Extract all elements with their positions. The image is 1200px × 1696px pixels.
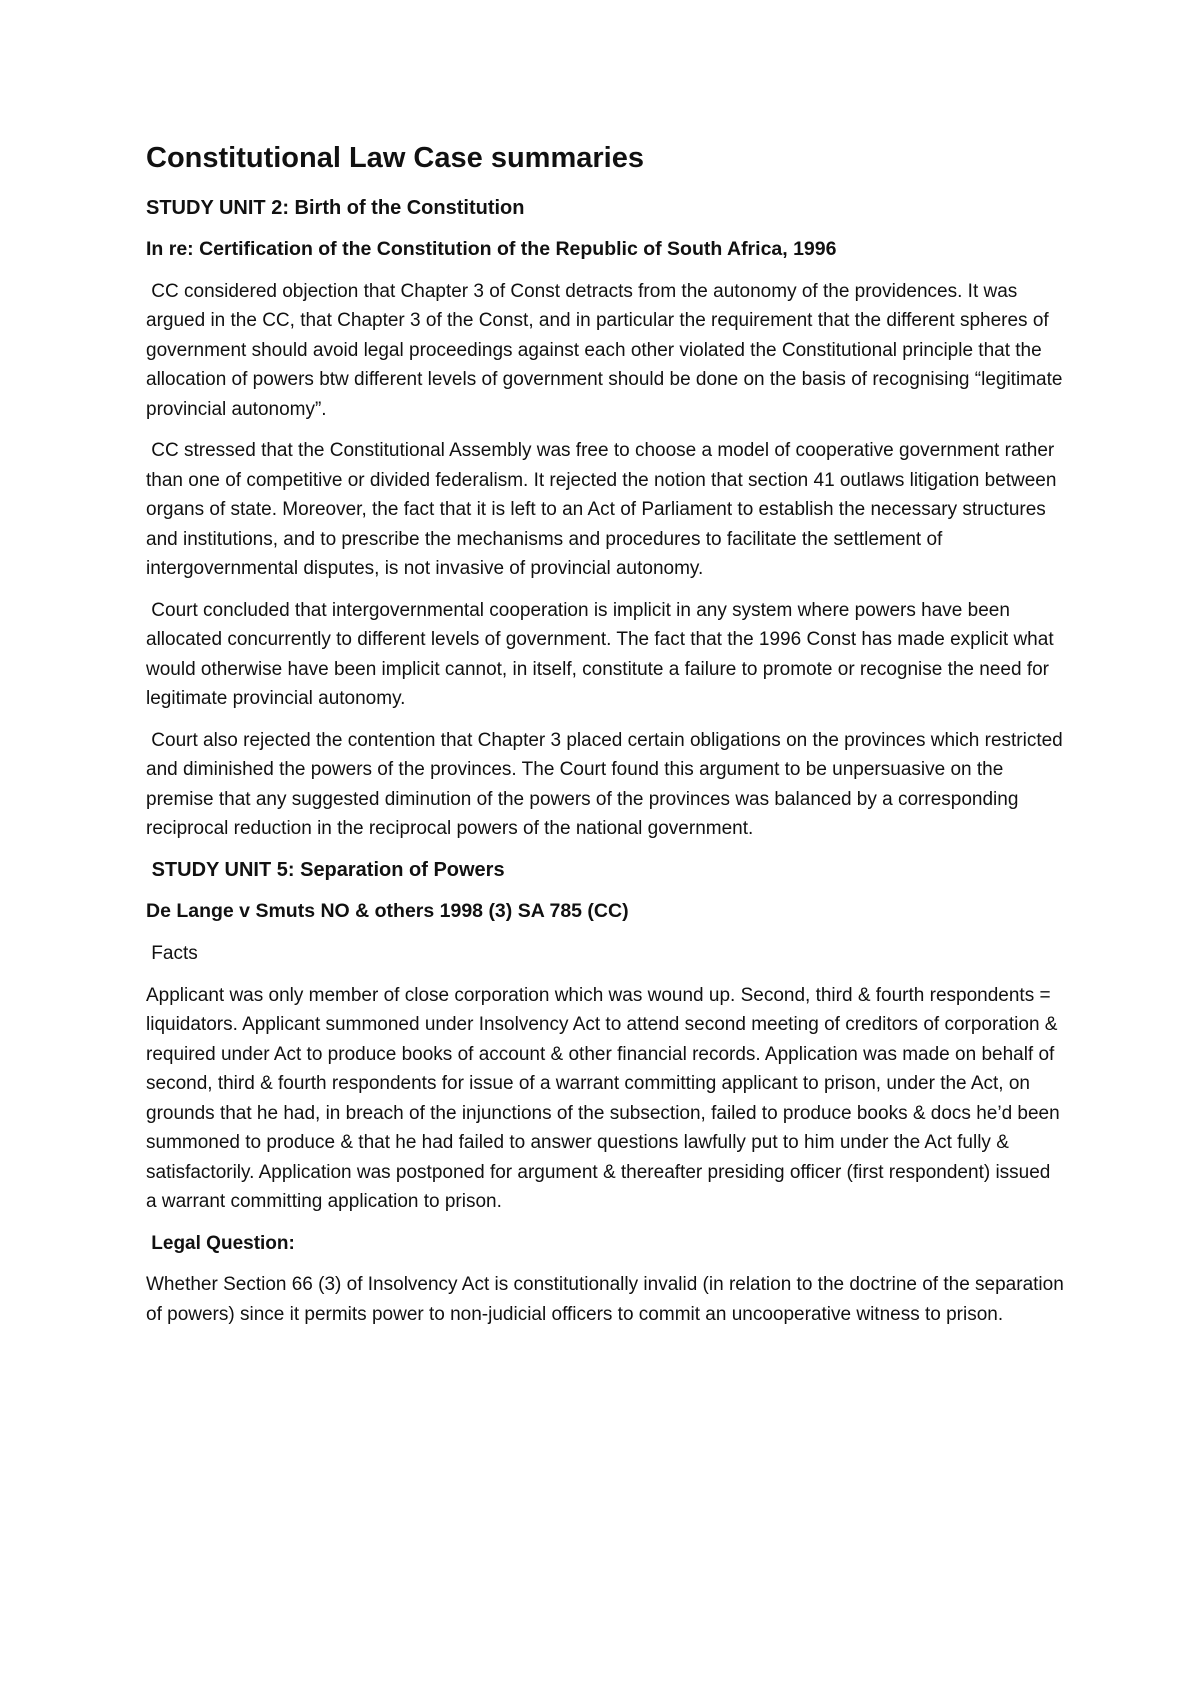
paragraph-2: CC stressed that the Constitutional Assembly was free to choose a model of cooperative government rather than one of competitive or divided federalism. It rejected the notion that section 41 outlaws litigation between organs of state. Moreover, the fact that it is left to an Act of Parliament to establish the necessary structures and institutions, and to prescribe the mechanisms and procedures to facilitate the settlement of intergovernmental disputes, is not invasive of provincial autonomy.	[146, 440, 1062, 580]
paragraph-1: CC considered objection that Chapter 3 of Const detracts from the autonomy of the providences. It was argued in the CC, that Chapter 3 of the Const, and in particular the requirement that the different spheres of government should avoid legal proceedings against each other violated the Constitutional principle that the allocation of powers btw different levels of government should be done on the basis of recognising “legitimate provincial autonomy”.	[146, 280, 1068, 420]
legal-question-label: Legal Question:	[146, 1232, 295, 1254]
paragraph-4: Court also rejected the contention that Chapter 3 placed certain obligations on the provinces which restricted and diminished the powers of the provinces. The Court found this argument to be unpersuasive on the premise that any suggested diminution of the powers of the provinces was balanced by a corresponding reciprocal reduction in the reciprocal powers of the national government.	[146, 729, 1069, 840]
study-unit-5-heading: STUDY UNIT 5: Separation of Powers	[146, 858, 505, 881]
document-title: Constitutional Law Case summaries	[146, 142, 644, 174]
case-title-certification: In re: Certification of the Constitution of the Republic of South Africa, 1996	[146, 237, 837, 260]
case-title-de-lange: De Lange v Smuts NO & others 1998 (3) SA 785 (CC)	[146, 899, 629, 922]
facts-paragraph: Applicant was only member of close corporation which was wound up. Second, third & fourth respondents = liquidators. Applicant summoned under Insolvency Act to attend second meeting of creditors of corporation & required under Act to produce books of account & other financial records. Application was made on behalf of second, third & fourth respondents for issue of a warrant committing applicant to prison, under the Act, on grounds that he had, in breach of the injunctions of the subsection, failed to produce books & docs he’d been summoned to produce & that he had failed to answer questions lawfully put to him under the Act fully & satisfactorily. Application was postponed for argument & thereafter presiding officer (first respondent) issued a warrant committing application to prison.	[146, 984, 1060, 1213]
facts-label: Facts	[146, 943, 198, 965]
paragraph-3: Court concluded that intergovernmental cooperation is implicit in any system where powers have been allocated concurrently to different levels of government. The fact that the 1996 Const has made explicit what would otherwise have been implicit cannot, in itself, constitute a failure to promote or recognise the need for legitimate provincial autonomy.	[146, 599, 1059, 710]
study-unit-2-heading: STUDY UNIT 2: Birth of the Constitution	[146, 196, 525, 219]
document-page	[146, 140, 1069, 1341]
legal-question-paragraph: Whether Section 66 (3) of Insolvency Act is constitutionally invalid (in relation to the doctrine of the separation of powers) since it permits power to non-judicial officers to commit an uncooperative witness to prison.	[146, 1274, 1064, 1325]
